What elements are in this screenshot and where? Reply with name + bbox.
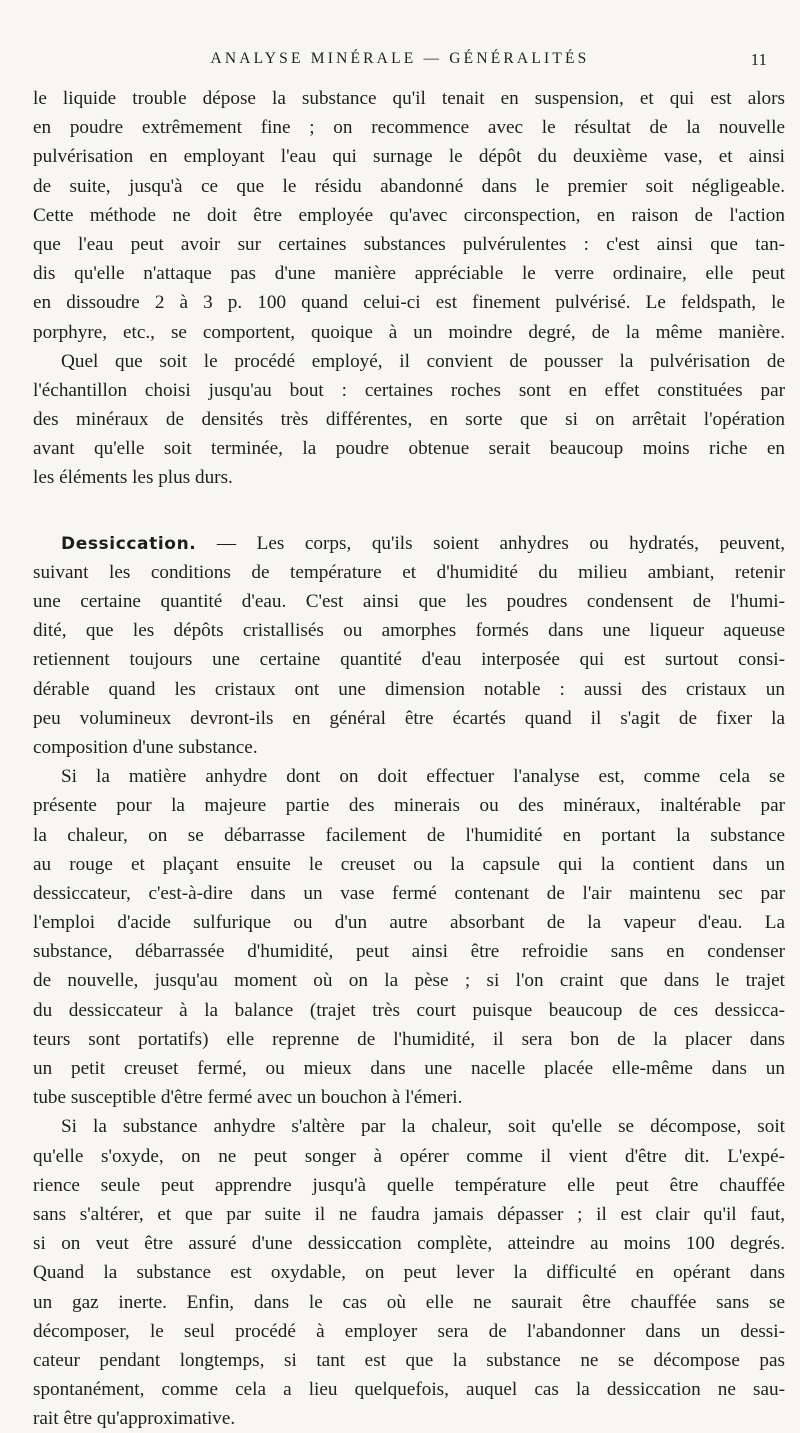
text-line: dis qu'elle n'attaque pas d'une manière appréciable le verre ordinaire, elle peut [33, 263, 785, 285]
paragraph [33, 347, 785, 493]
text-line: suivant les conditions de température et d'humidité du milieu ambiant, retenir [33, 561, 785, 583]
text-line: rait être qu'approximative. [33, 1408, 236, 1430]
text-line: l'emploi d'acide sulfurique ou d'un autre absorbant de la vapeur d'eau. La [33, 912, 785, 934]
text-line: en poudre extrêmement fine ; on recommence avec le résultat de la nouvelle [33, 117, 785, 139]
text-line: dérable quand les cristaux ont une dimension notable : aussi des cristaux un [33, 678, 785, 700]
text-line: décomposer, le seul procédé à employer sera de l'abandonner dans un dessi- [33, 1320, 785, 1342]
text-line: la chaleur, on se débarrasse facilement de l'humidité en portant la substance [33, 824, 785, 846]
text-line: en dissoudre 2 à 3 p. 100 quand celui-ci est finement pulvérisé. Le feldspath, le [33, 292, 785, 314]
text-line: substance, débarrassée d'humidité, peut ainsi être refroidie sans en condenser [33, 941, 785, 963]
text-line: avant qu'elle soit terminée, la poudre obtenue serait beaucoup moins riche en [33, 438, 785, 460]
running-head [0, 50, 800, 74]
body-text [33, 84, 785, 1433]
section-dessiccation [33, 529, 785, 763]
text-line: l'échantillon choisi jusqu'au bout : certaines roches sont en effet constituées par [33, 379, 785, 401]
text-run: — Les corps, qu'ils soient anhydres ou hydratés, peuvent, [196, 532, 785, 554]
text-line: Quel que soit le procédé employé, il convient de pousser la pulvérisation de [61, 350, 785, 372]
text-line: teurs sont portatifs) elle reprenne de l'humidité, il sera bon de la placer dans [33, 1028, 785, 1050]
text-line: pulvérisation en employant l'eau qui surnage le dépôt du deuxième vase, et ainsi [33, 146, 785, 168]
text-line: peu volumineux devront-ils en général être écartés quand il s'agit de fixer la [33, 707, 785, 729]
text-line: une certaine quantité d'eau. C'est ainsi que les poudres condensent de l'humi- [33, 591, 785, 612]
text-line: des minéraux de densités très différentes, en sorte que si on arrêtait l'opération [33, 409, 785, 431]
text-line: de nouvelle, jusqu'au moment où on la pèse ; si l'on craint que dans le trajet [33, 970, 785, 992]
text-line: que l'eau peut avoir sur certaines substances pulvérulentes : c'est ainsi que tan- [33, 233, 785, 255]
text-line: qu'elle s'oxyde, on ne peut songer à opérer comme il vient d'être dit. L'expé- [33, 1145, 785, 1167]
paragraph [33, 762, 785, 1112]
text-line: un petit creuset fermé, ou mieux dans une nacelle placée elle-même dans un [33, 1058, 785, 1079]
text-line: Cette méthode ne doit être employée qu'avec circonspection, en raison de l'action [33, 204, 785, 226]
page-number: 11 [750, 50, 767, 69]
text-line: de suite, jusqu'à ce que le résidu abandonné dans le premier soit négligeable. [33, 175, 785, 197]
text-line: dessiccateur, c'est-à-dire dans un vase fermé contenant de l'air maintenu sec par [33, 882, 785, 904]
section-gap [33, 493, 785, 529]
text-line: porphyre, etc., se comportent, quoique à un moindre degré, de la même manière. [33, 321, 785, 343]
text-line: cateur pendant longtemps, si tant est que la substance ne se décompose pas [33, 1349, 785, 1371]
paragraph [33, 84, 785, 347]
text-line: tube susceptible d'être fermé avec un bouchon à l'émeri. [33, 1087, 463, 1109]
text-line: Quand la substance est oxydable, on peut lever la difficulté en opérant dans [33, 1262, 785, 1284]
text-line: du dessiccateur à la balance (trajet très court puisque beaucoup de ces dessicca- [33, 999, 785, 1021]
text-line: rience seule peut apprendre jusqu'à quelle température elle peut être chauffée [33, 1174, 785, 1196]
section-first-line [33, 529, 785, 558]
paragraph [33, 1112, 785, 1433]
text-line: dité, que les dépôts cristallisés ou amorphes formés dans une liqueur aqueuse [33, 620, 785, 642]
text-line: sans s'altérer, et que par suite il ne faudra jamais dépasser ; il est clair qu'il faut, [33, 1203, 785, 1225]
text-line: si on veut être assuré d'une dessiccation complète, atteindre au moins 100 degrés. [33, 1233, 785, 1255]
running-title: ANALYSE MINÉRALE — GÉNÉRALITÉS [210, 50, 590, 67]
text-line: composition d'une substance. [33, 736, 258, 758]
text-line: présente pour la majeure partie des minerais ou des minéraux, inaltérable par [33, 795, 785, 817]
text-line: les éléments les plus durs. [33, 467, 233, 489]
text-line: le liquide trouble dépose la substance qu'il tenait en suspension, et qui est alors [33, 88, 785, 109]
text-line: Si la substance anhydre s'altère par la chaleur, soit qu'elle se décompose, soit [61, 1116, 785, 1138]
text-line: retiennent toujours une certaine quantité d'eau interposée qui est surtout consi- [33, 649, 785, 671]
section-heading: Dessiccation. [61, 533, 197, 554]
text-line: au rouge et plaçant ensuite le creuset ou la capsule qui la contient dans un [33, 853, 785, 875]
text-line: Si la matière anhydre dont on doit effectuer l'analyse est, comme cela se [61, 766, 785, 788]
text-line: spontanément, comme cela a lieu quelquefois, auquel cas la dessiccation ne sau- [33, 1379, 785, 1401]
text-line: un gaz inerte. Enfin, dans le cas où elle ne saurait être chauffée sans se [33, 1291, 785, 1313]
